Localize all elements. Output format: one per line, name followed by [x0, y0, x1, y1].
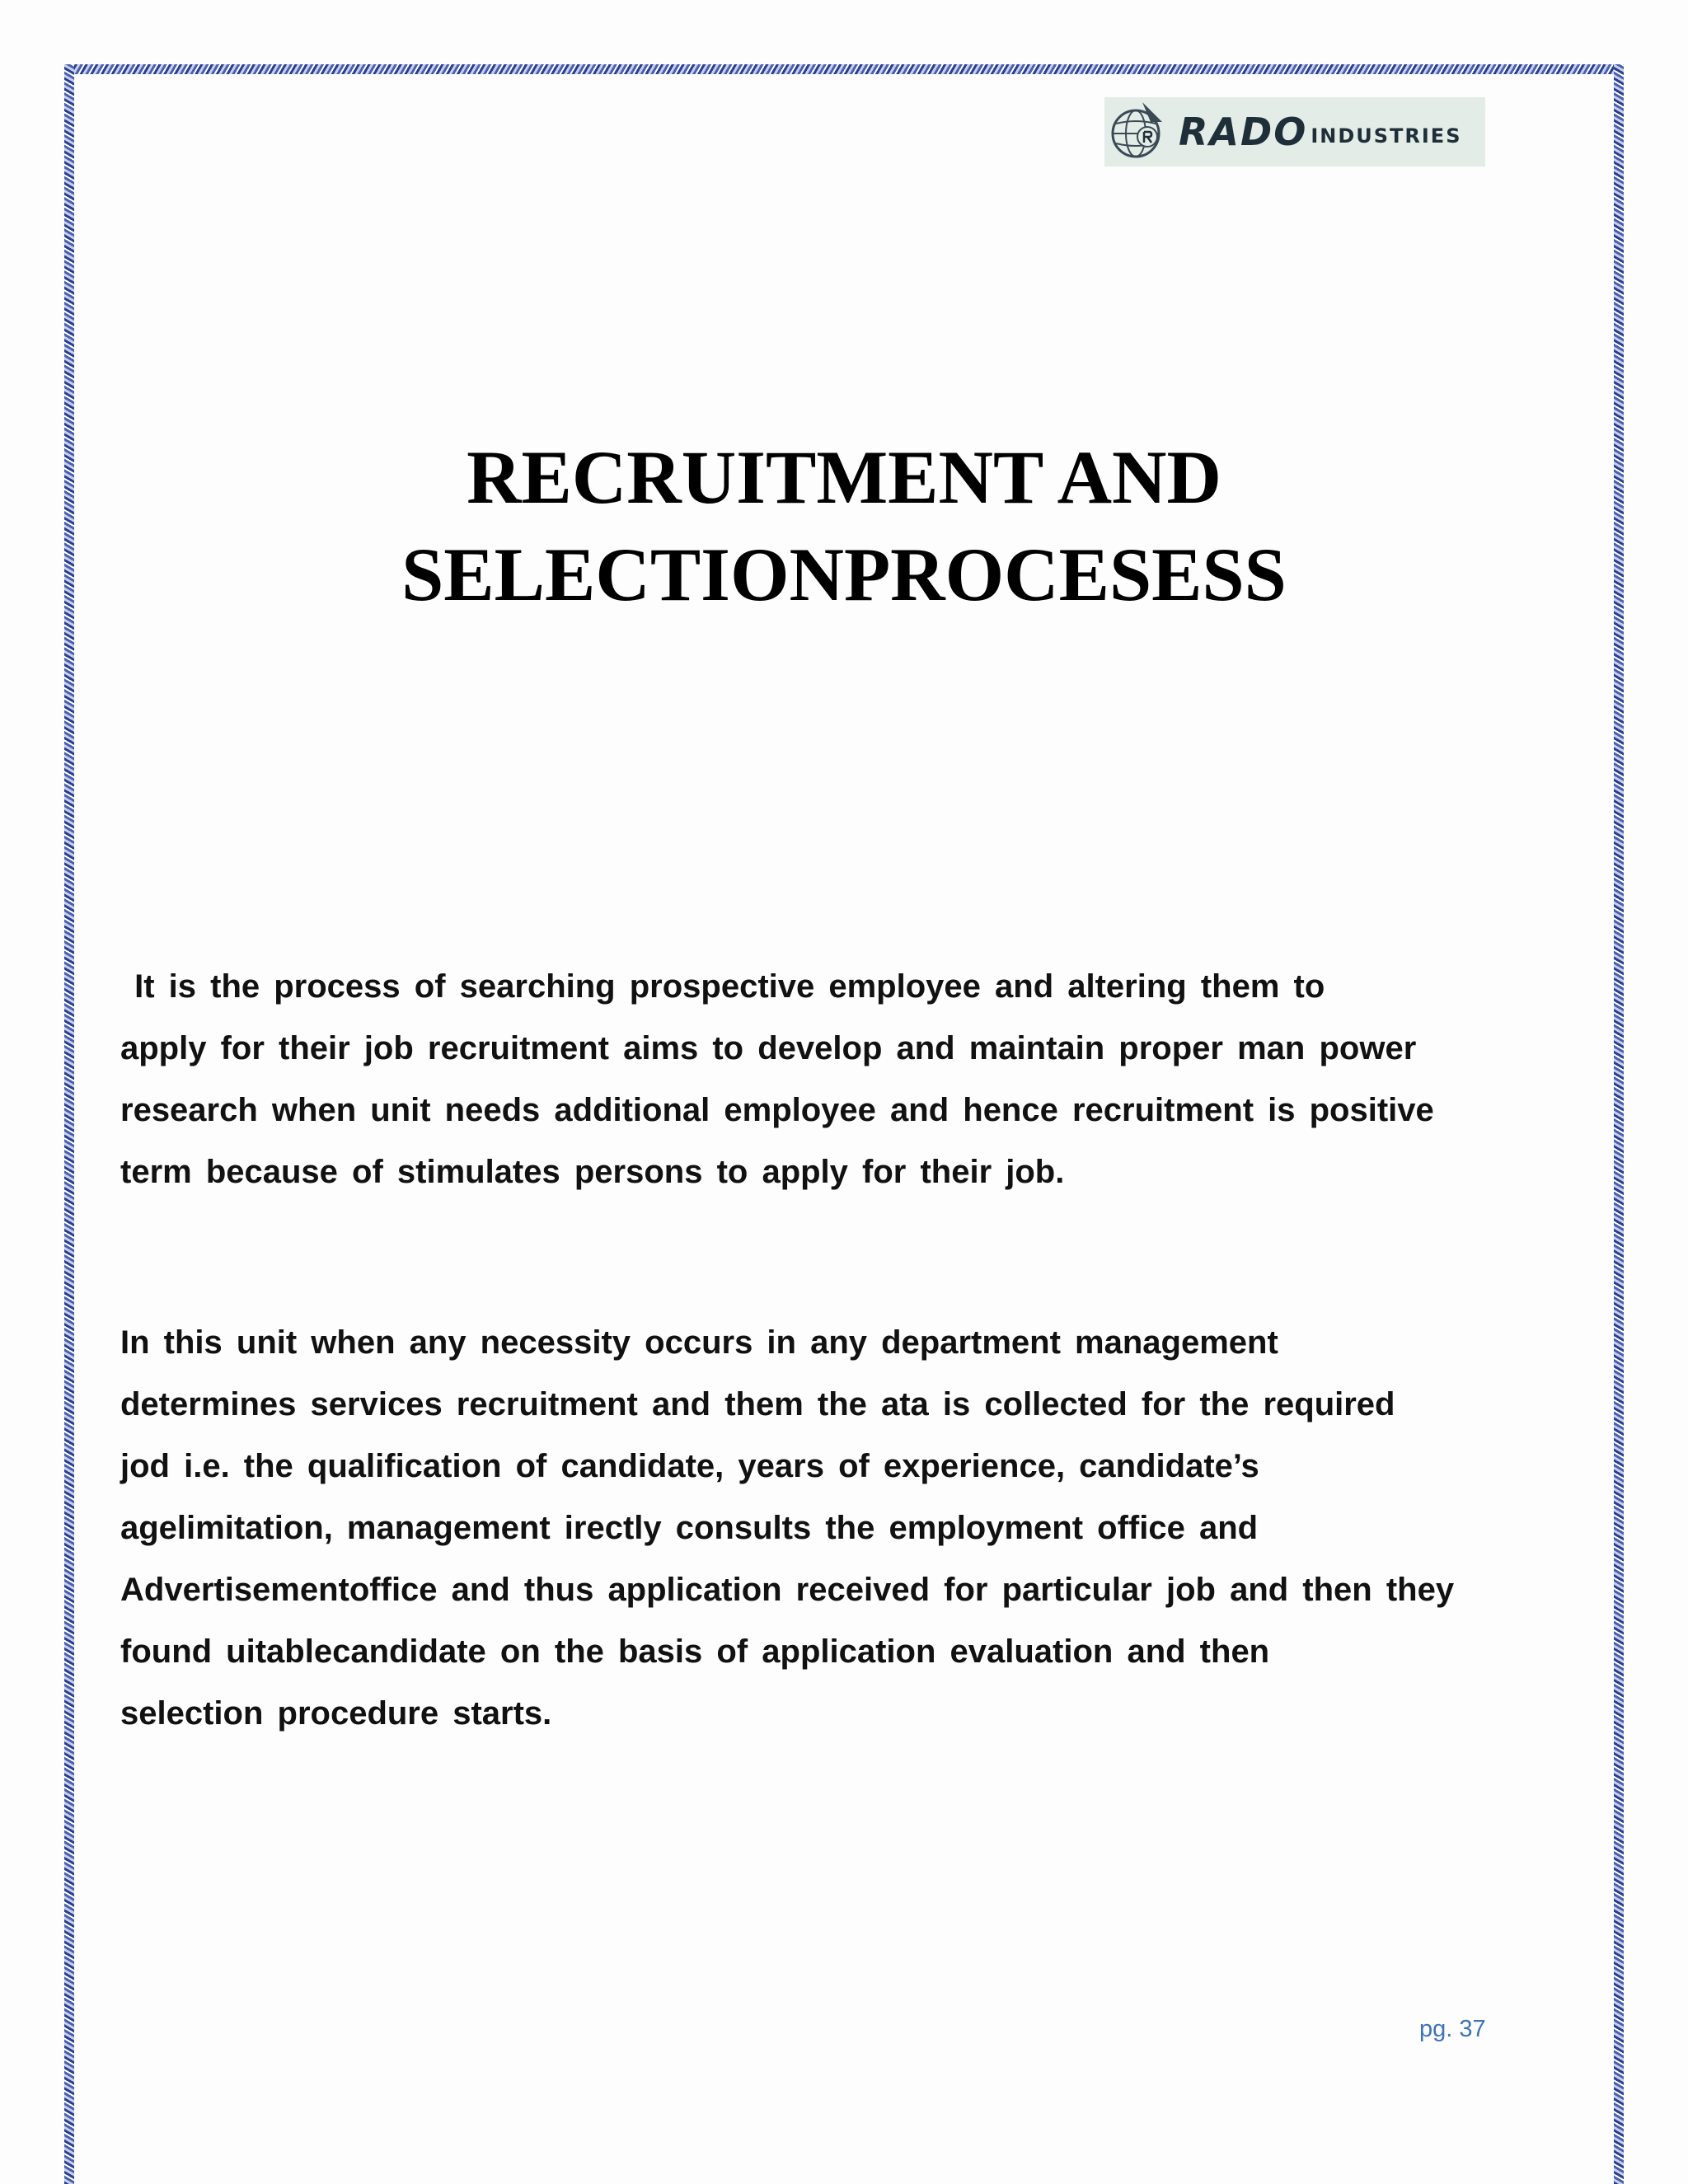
globe-logo-icon	[1104, 97, 1175, 166]
paragraph-1-line: term because of stimulates persons to apply for their job.	[120, 1154, 1065, 1190]
paragraph-1	[120, 956, 1505, 1203]
paragraph-1-line: research when unit needs additional employee and hence recruitment is positive	[120, 1092, 1434, 1128]
paragraph-2-line: In this unit when any necessity occurs in any department management	[120, 1324, 1278, 1361]
paragraph-2-line: agelimitation, management irectly consults the employment office and	[120, 1510, 1259, 1546]
paragraph-2-line: jod i.e. the qualification of candidate, years of experience, candidate’s	[120, 1448, 1259, 1484]
logo-suffix-text: INDUSTRIES	[1311, 124, 1462, 148]
logo-brand-text: RADO	[1179, 110, 1308, 154]
paragraph-2	[120, 1312, 1505, 1745]
page-title	[165, 429, 1523, 623]
page-border-right	[1614, 64, 1624, 2184]
paragraph-2-line: determines services recruitment and them the ata is collected for the required	[120, 1386, 1395, 1422]
paragraph-2-line: selection procedure starts.	[120, 1695, 552, 1732]
paragraph-1-line: apply for their job recruitment aims to develop and maintain proper man power	[120, 1030, 1417, 1066]
title-line-1: RECRUITMENT AND	[467, 435, 1221, 519]
page-number: pg. 37	[1419, 2016, 1486, 2042]
paragraph-2-line: Advertisementoffice and thus application received for particular job and then they	[120, 1572, 1455, 1608]
company-logo	[1104, 97, 1485, 166]
paragraph-1-line: It is the process of searching prospective employee and altering them to	[120, 968, 1325, 1005]
paragraph-2-line: found uitablecandidate on the basis of application evaluation and then	[120, 1633, 1270, 1670]
title-line-2: SELECTIONPROCESESS	[401, 532, 1287, 616]
page-border-left	[64, 64, 74, 2184]
page-border-top	[64, 64, 1624, 74]
